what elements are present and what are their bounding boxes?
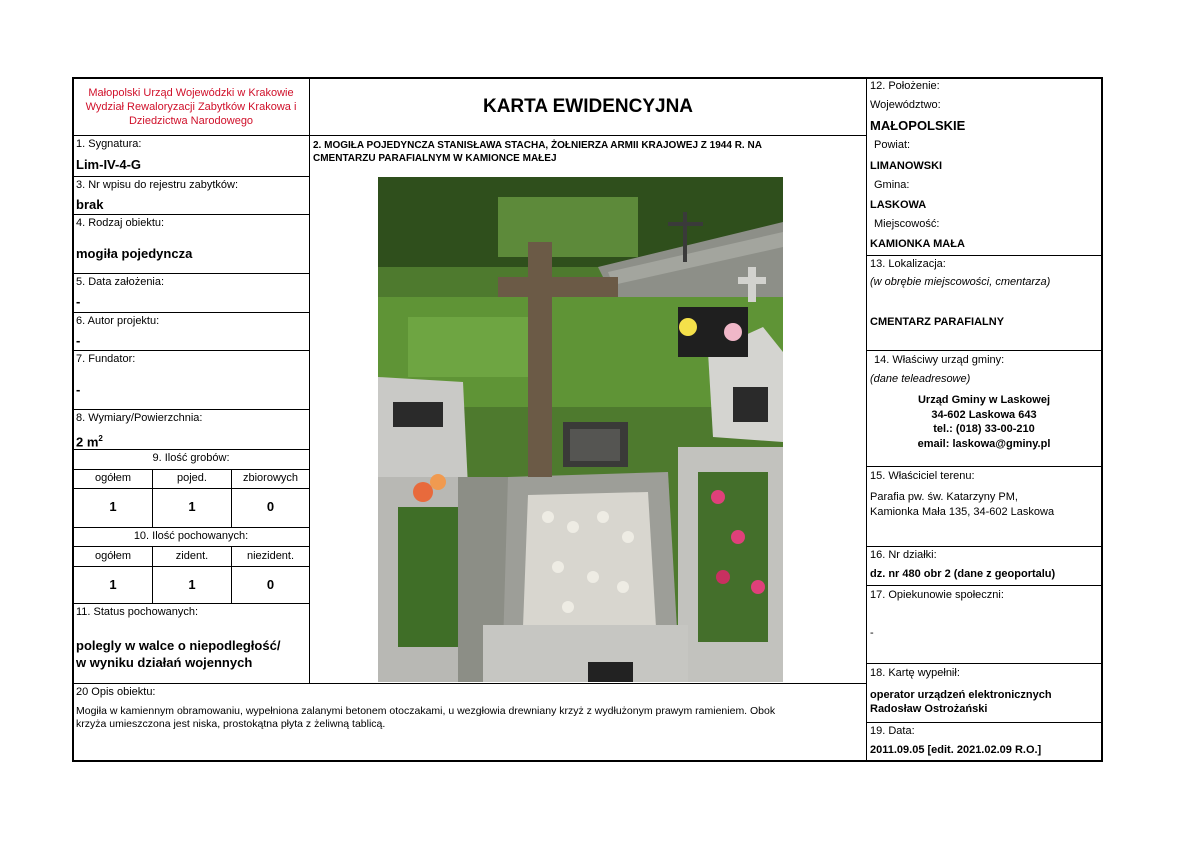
field-label: 3. Nr wpisu do rejestru zabytków:	[76, 179, 239, 191]
divider	[73, 546, 310, 547]
divider	[866, 722, 1102, 723]
photo-grave	[378, 177, 783, 682]
pochowanych-value: 1	[109, 577, 117, 592]
grobow-value: 1	[188, 499, 196, 514]
divider	[73, 176, 310, 177]
field-label: 17. Opiekunowie społeczni:	[870, 589, 1004, 601]
divider	[866, 546, 1102, 547]
divider	[866, 466, 1102, 467]
dzialki-value: dz. nr 480 obr 2 (dane z geoportalu)	[870, 568, 1056, 580]
nr-wpisu-value: brak	[76, 197, 104, 212]
wlasciciel-line: Parafia pw. św. Katarzyny PM,	[870, 491, 1018, 503]
divider	[73, 214, 310, 215]
field-label: 15. Właściciel terenu:	[870, 470, 975, 482]
card-title: KARTA EWIDENCYJNA	[482, 96, 694, 117]
wojewodztwo-value: MAŁOPOLSKIE	[870, 118, 966, 133]
object-title-line: CMENTARZU PARAFIALNYM W KAMIONCE MAŁEJ	[313, 153, 557, 164]
field-label: Miejscowość:	[874, 218, 940, 230]
wlasciciel-value	[870, 490, 1054, 520]
pochowanych-header: ogółem	[94, 550, 132, 562]
field-label: Gmina:	[874, 179, 910, 191]
opiekunowie-value: -	[870, 627, 874, 639]
divider	[73, 566, 310, 567]
field-label: Powiat:	[874, 139, 911, 151]
field-label: 16. Nr działki:	[870, 549, 937, 561]
data-value: 2011.09.05 [edit. 2021.02.09 R.O.]	[870, 744, 1042, 756]
divider	[73, 603, 310, 604]
field-label: 12. Położenie:	[870, 80, 940, 92]
grobow-value: 0	[266, 499, 275, 514]
lokalizacja-value: CMENTARZ PARAFIALNY	[870, 316, 1005, 328]
urzad-contact	[866, 393, 1102, 451]
grobow-header: ogółem	[94, 472, 132, 484]
wypelnil-value	[870, 688, 1052, 716]
divider	[73, 350, 310, 351]
pochowanych-value: 0	[266, 577, 275, 592]
urzad-line: 34-602 Laskowa 643	[931, 408, 1037, 421]
wlasciciel-line: Kamionka Mała 135, 34-602 Laskowa	[870, 506, 1055, 518]
pochowanych-header: niezident.	[246, 550, 295, 562]
status-line: w wyniku działań wojennych	[76, 655, 253, 670]
divider	[73, 135, 310, 136]
office-line: Małopolski Urząd Wojewódzki w Krakowie	[88, 87, 294, 99]
divider	[73, 527, 310, 528]
divider	[866, 350, 1102, 351]
divider	[866, 255, 1102, 256]
object-title-line: 2. MOGIŁA POJEDYNCZA STANISŁAWA STACHA, ŻOŁNIERZA ARMII KRAJOWEJ Z 1944 R. NA	[313, 140, 762, 151]
pochowanych-value: 1	[188, 577, 196, 592]
office-line: Wydział Rewaloryzacji Zabytków Krakowa i	[85, 101, 297, 113]
urzad-line: email: laskowa@gminy.pl	[917, 437, 1051, 450]
field-label: 5. Data założenia:	[76, 276, 165, 288]
urzad-line: Urząd Gminy w Laskowej	[917, 394, 1051, 406]
field-label: 11. Status pochowanych:	[76, 606, 199, 618]
grobow-header: pojed.	[177, 472, 207, 484]
field-label: 4. Rodzaj obiektu:	[76, 217, 165, 229]
wymiary-value	[76, 432, 103, 448]
grobow-label: 9. Ilość grobów:	[152, 452, 230, 464]
field-label: 13. Lokalizacja:	[870, 258, 946, 270]
field-label: Województwo:	[870, 99, 941, 111]
wypelnil-line: operator urządzeń elektronicznych	[870, 689, 1052, 701]
urzad-line: tel.: (018) 33-00-210	[933, 423, 1035, 435]
grobow-value: 1	[109, 499, 117, 514]
miejscowosc-value: KAMIONKA MAŁA	[870, 238, 965, 250]
pochowanych-header: zident.	[175, 550, 209, 562]
rodzaj-value: mogiła pojedyncza	[76, 246, 193, 261]
grobow-header: zbiorowych	[242, 472, 299, 484]
sygnatura-value: Lim-IV-4-G	[76, 157, 142, 172]
object-title	[313, 139, 762, 165]
field-label: 8. Wymiary/Powierzchnia:	[76, 412, 203, 424]
fundator-value: -	[76, 382, 81, 397]
divider	[73, 683, 867, 684]
powiat-value: LIMANOWSKI	[870, 160, 943, 172]
wymiary-number: 2 m	[76, 434, 99, 450]
office-line: Dziedzictwa Narodowego	[128, 115, 254, 127]
divider	[73, 488, 310, 489]
divider	[309, 78, 310, 683]
pochowanych-label: 10. Ilość pochowanych:	[133, 530, 249, 542]
field-label: 18. Kartę wypełnił:	[870, 667, 960, 679]
wymiary-exponent: 2	[98, 434, 103, 443]
urzad-hint: (dane teleadresowe)	[870, 373, 971, 385]
lokalizacja-hint: (w obrębie miejscowości, cmentarza)	[870, 276, 1051, 288]
divider	[866, 585, 1102, 586]
gmina-value: LASKOWA	[870, 199, 927, 211]
divider	[73, 469, 310, 470]
description-line: krzyża umieszczona jest niska, prostokątna płyta z żeliwną tablicą.	[76, 718, 386, 730]
field-label: 1. Sygnatura:	[76, 138, 142, 150]
description-line: Mogiła w kamiennym obramowaniu, wypełniona zalanymi betonem otoczakami, u wezgłowia drewniany krzyż z wydłużonym prawym ramieniem. Obok	[76, 705, 776, 717]
field-label: 20 Opis obiektu:	[76, 686, 156, 698]
divider	[866, 663, 1102, 664]
divider	[73, 409, 310, 410]
field-label: 6. Autor projektu:	[76, 315, 160, 327]
wypelnil-line: Radosław Ostrożański	[870, 703, 988, 715]
divider	[73, 449, 310, 450]
autor-value: -	[76, 333, 81, 348]
divider	[309, 135, 867, 136]
field-label: 7. Fundator:	[76, 353, 136, 365]
status-value	[76, 637, 280, 671]
data-zalozenia-value: -	[76, 294, 81, 309]
field-label: 14. Właściwy urząd gminy:	[874, 354, 1005, 366]
divider	[73, 273, 310, 274]
status-line: polegly w walce o niepodległość/	[76, 638, 281, 653]
description-text	[76, 705, 775, 731]
divider	[73, 312, 310, 313]
office-name	[74, 86, 308, 128]
field-label: 19. Data:	[870, 725, 915, 737]
